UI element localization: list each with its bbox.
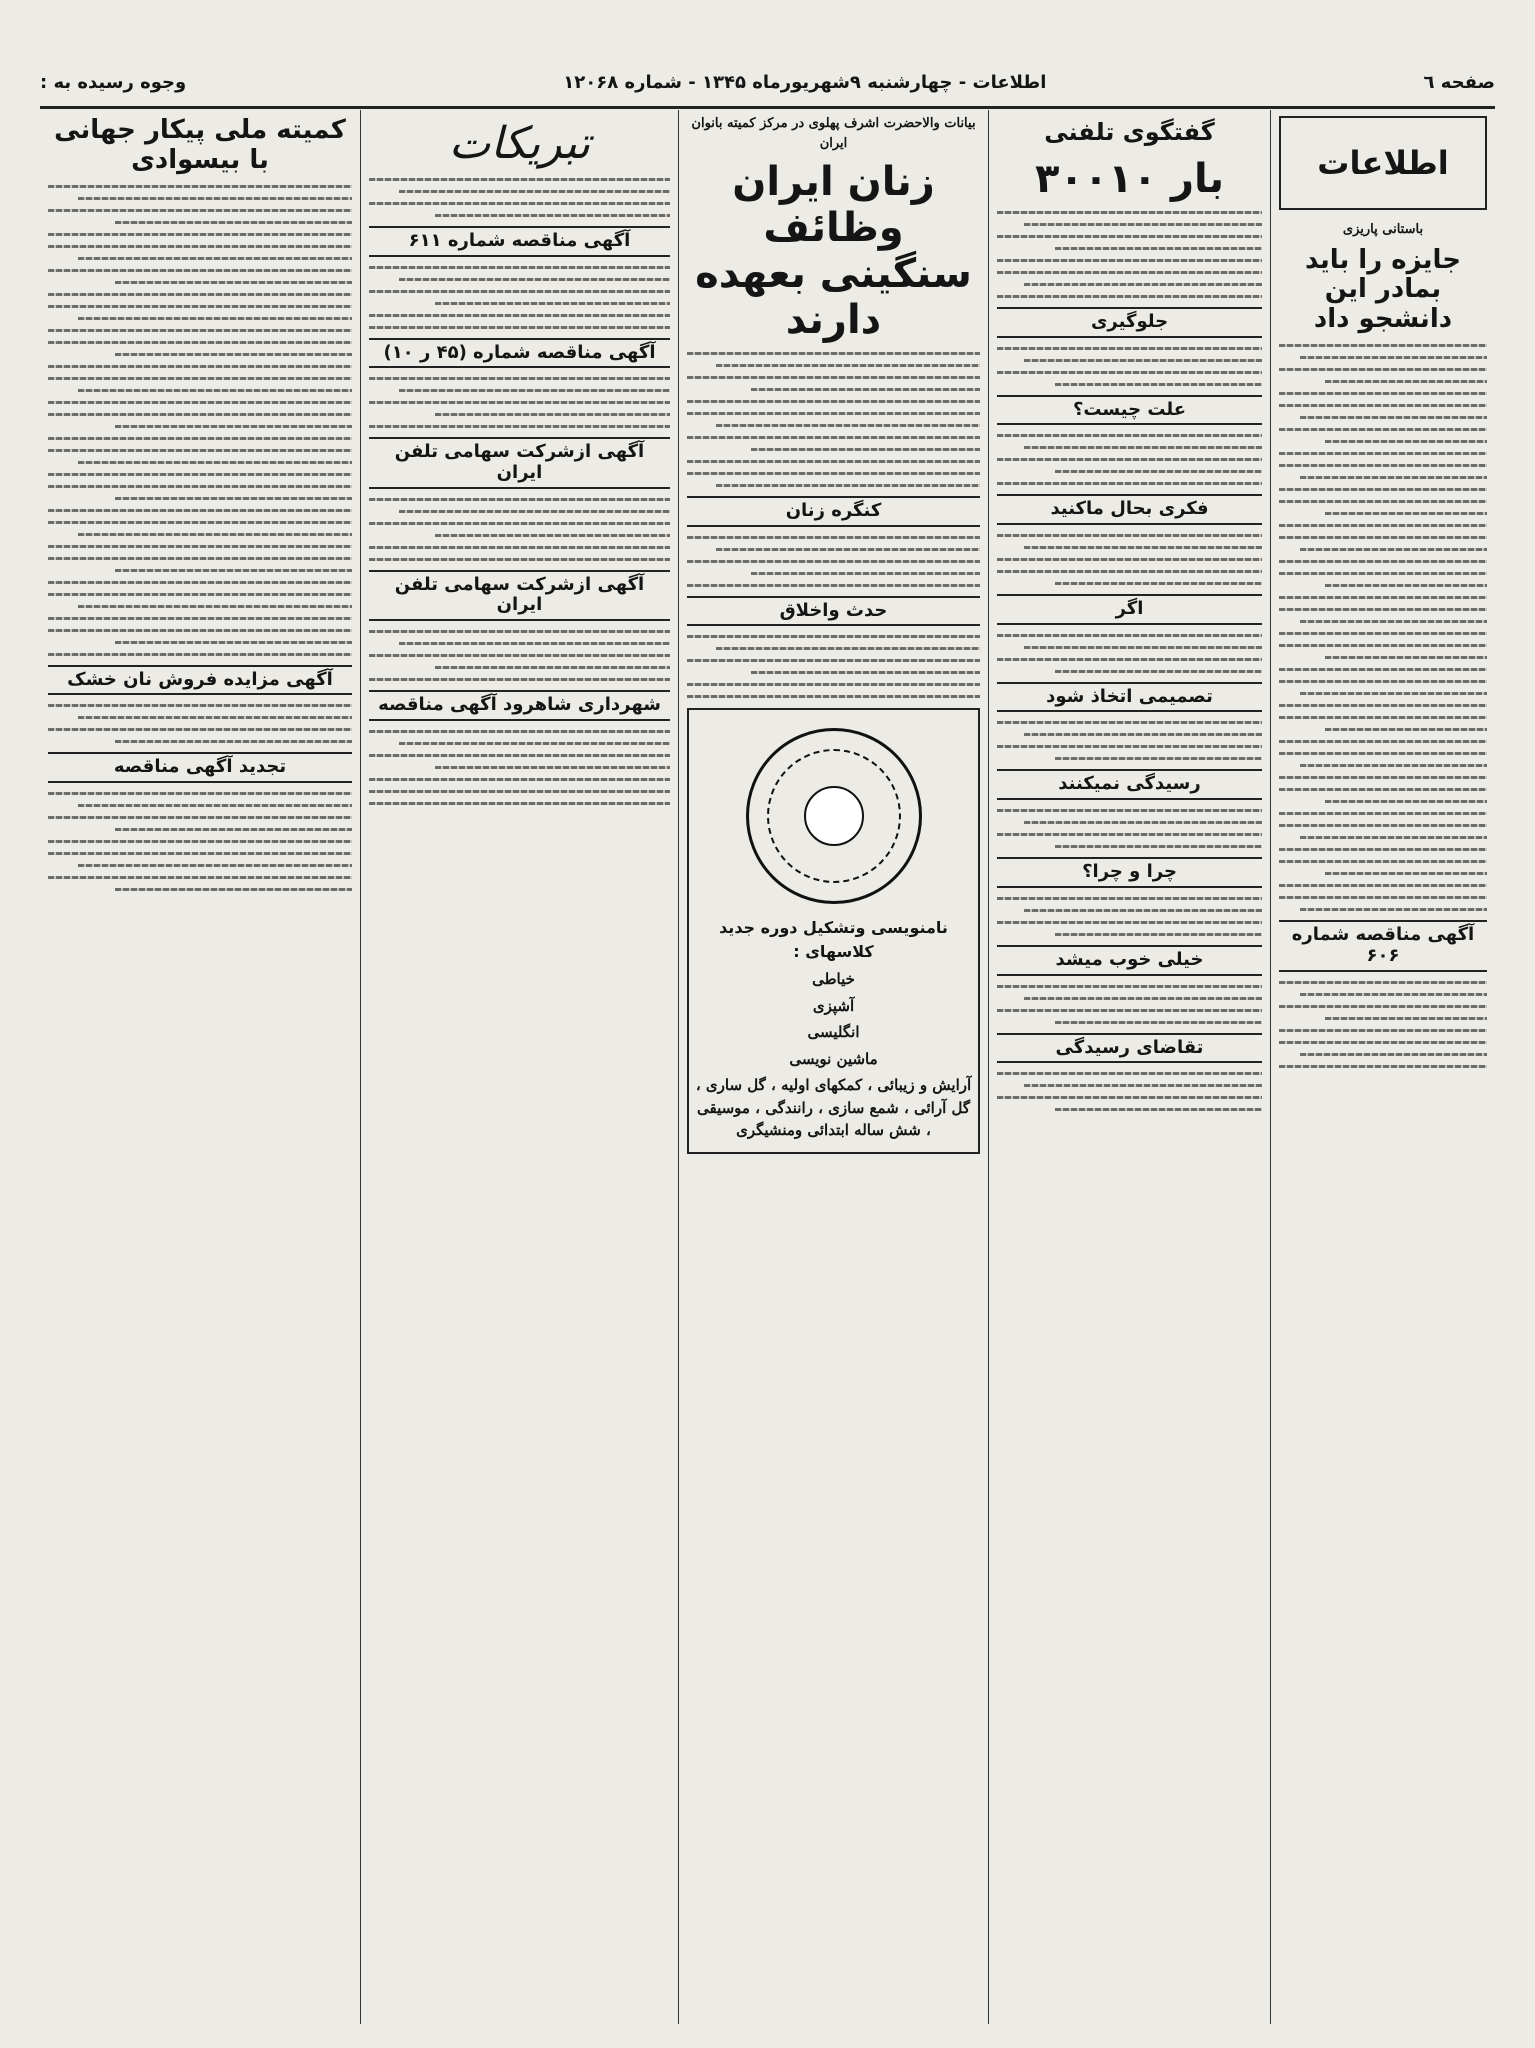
column-right-1 [1270, 110, 1495, 2024]
big-title: بار ۳۰۰۱۰ [1034, 156, 1225, 202]
subsection-3: فکری بحال ماکنید [997, 494, 1262, 525]
page-number: صفحه ٦ [1423, 71, 1495, 93]
donation-list [48, 185, 352, 656]
ad-title-2: آگهی مناقصه شماره (۴۵ ر ۱۰) [369, 338, 670, 369]
subsection-4: اگر [997, 594, 1262, 625]
center-subsection-1: کنگره زنان [687, 496, 980, 527]
course-1: خیاطی [812, 970, 855, 989]
column-text [997, 211, 1262, 298]
column-center [678, 110, 988, 2024]
subsection-8: خیلی خوب میشد [997, 945, 1262, 976]
column-left-2 [360, 110, 678, 2024]
ad-title-5: شهرداری شاهرود آگهی مناقصه [369, 690, 670, 721]
subsection-9: تقاضای رسیدگی [997, 1033, 1262, 1064]
tender-title: تجدید آگهی مناقصه [48, 752, 352, 783]
subsection-1: جلوگیری [997, 307, 1262, 338]
ettelaat-logo: اطلاعات [1279, 116, 1487, 210]
ad-title-4: آگهی ازشرکت سهامی تلفن ایران [369, 570, 670, 621]
column-right-2 [988, 110, 1270, 2024]
course-5: آرایش و زیبائی ، کمکهای اولیه ، گل ساری ، گل آرائی ، شمع سازی ، رانندگی ، موسیقی ، شش ساله ابتدائی ومنشیگری [695, 1076, 972, 1140]
subsection-2: علت چیست؟ [997, 395, 1262, 426]
education-ad-heading: نامنویسی وتشکیل دوره جدید کلاسهای : [719, 918, 948, 962]
article-text [1279, 344, 1487, 911]
main-headline: جایزه را باید بمادر این دانشجو داد [1304, 244, 1462, 335]
education-ad [687, 708, 980, 1154]
literacy-campaign-title: کمیته ملی پیکار جهانی با بیسوادی [54, 115, 346, 175]
section-title: وجوه رسیده به : [40, 71, 187, 93]
ad-title-1: آگهی مناقصه شماره ۶۱۱ [369, 226, 670, 257]
course-4: ماشین نویسی [789, 1049, 878, 1068]
subsection-6: رسیدگی نمیکنند [997, 769, 1262, 800]
institution-seal-icon [746, 728, 922, 904]
ad-title-3: آگهی ازشرکت سهامی تلفن ایران [369, 437, 670, 488]
auction-title: آگهی مزایده فروش نان خشک [48, 665, 352, 696]
subsection-7: چرا و چرا؟ [997, 857, 1262, 888]
center-subsection-2: حدث واخلاق [687, 596, 980, 627]
column-left-1 [40, 110, 360, 2024]
center-article-text [687, 352, 980, 487]
column-kicker: گفتگوی تلفنی [1044, 118, 1215, 146]
center-kicker: بیانات والاحضرت اشرف پهلوی در مرکز کمیته بانوان ایران [691, 116, 976, 151]
issue-line: اطلاعات - چهارشنبه ۹شهریورماه ۱۳۴۵ - شماره ۱۲۰۶۸ [563, 71, 1047, 93]
page-header [40, 58, 1495, 109]
author-line: باستانی پاریزی [1342, 222, 1424, 237]
course-2: آشپزی [812, 996, 855, 1015]
center-headline: زنان ایران وظائف سنگینی بعهده دارند [695, 159, 972, 343]
congratulations-title: تبریکات [448, 118, 591, 169]
subsection-5: تصمیمی اتخاذ شود [997, 682, 1262, 713]
course-3: انگلیسی [807, 1023, 860, 1042]
bottom-ad-text [1279, 981, 1487, 1068]
education-course-list [695, 968, 972, 1142]
bottom-ad-title: آگهی مناقصه شماره ۶۰۶ [1279, 920, 1487, 971]
